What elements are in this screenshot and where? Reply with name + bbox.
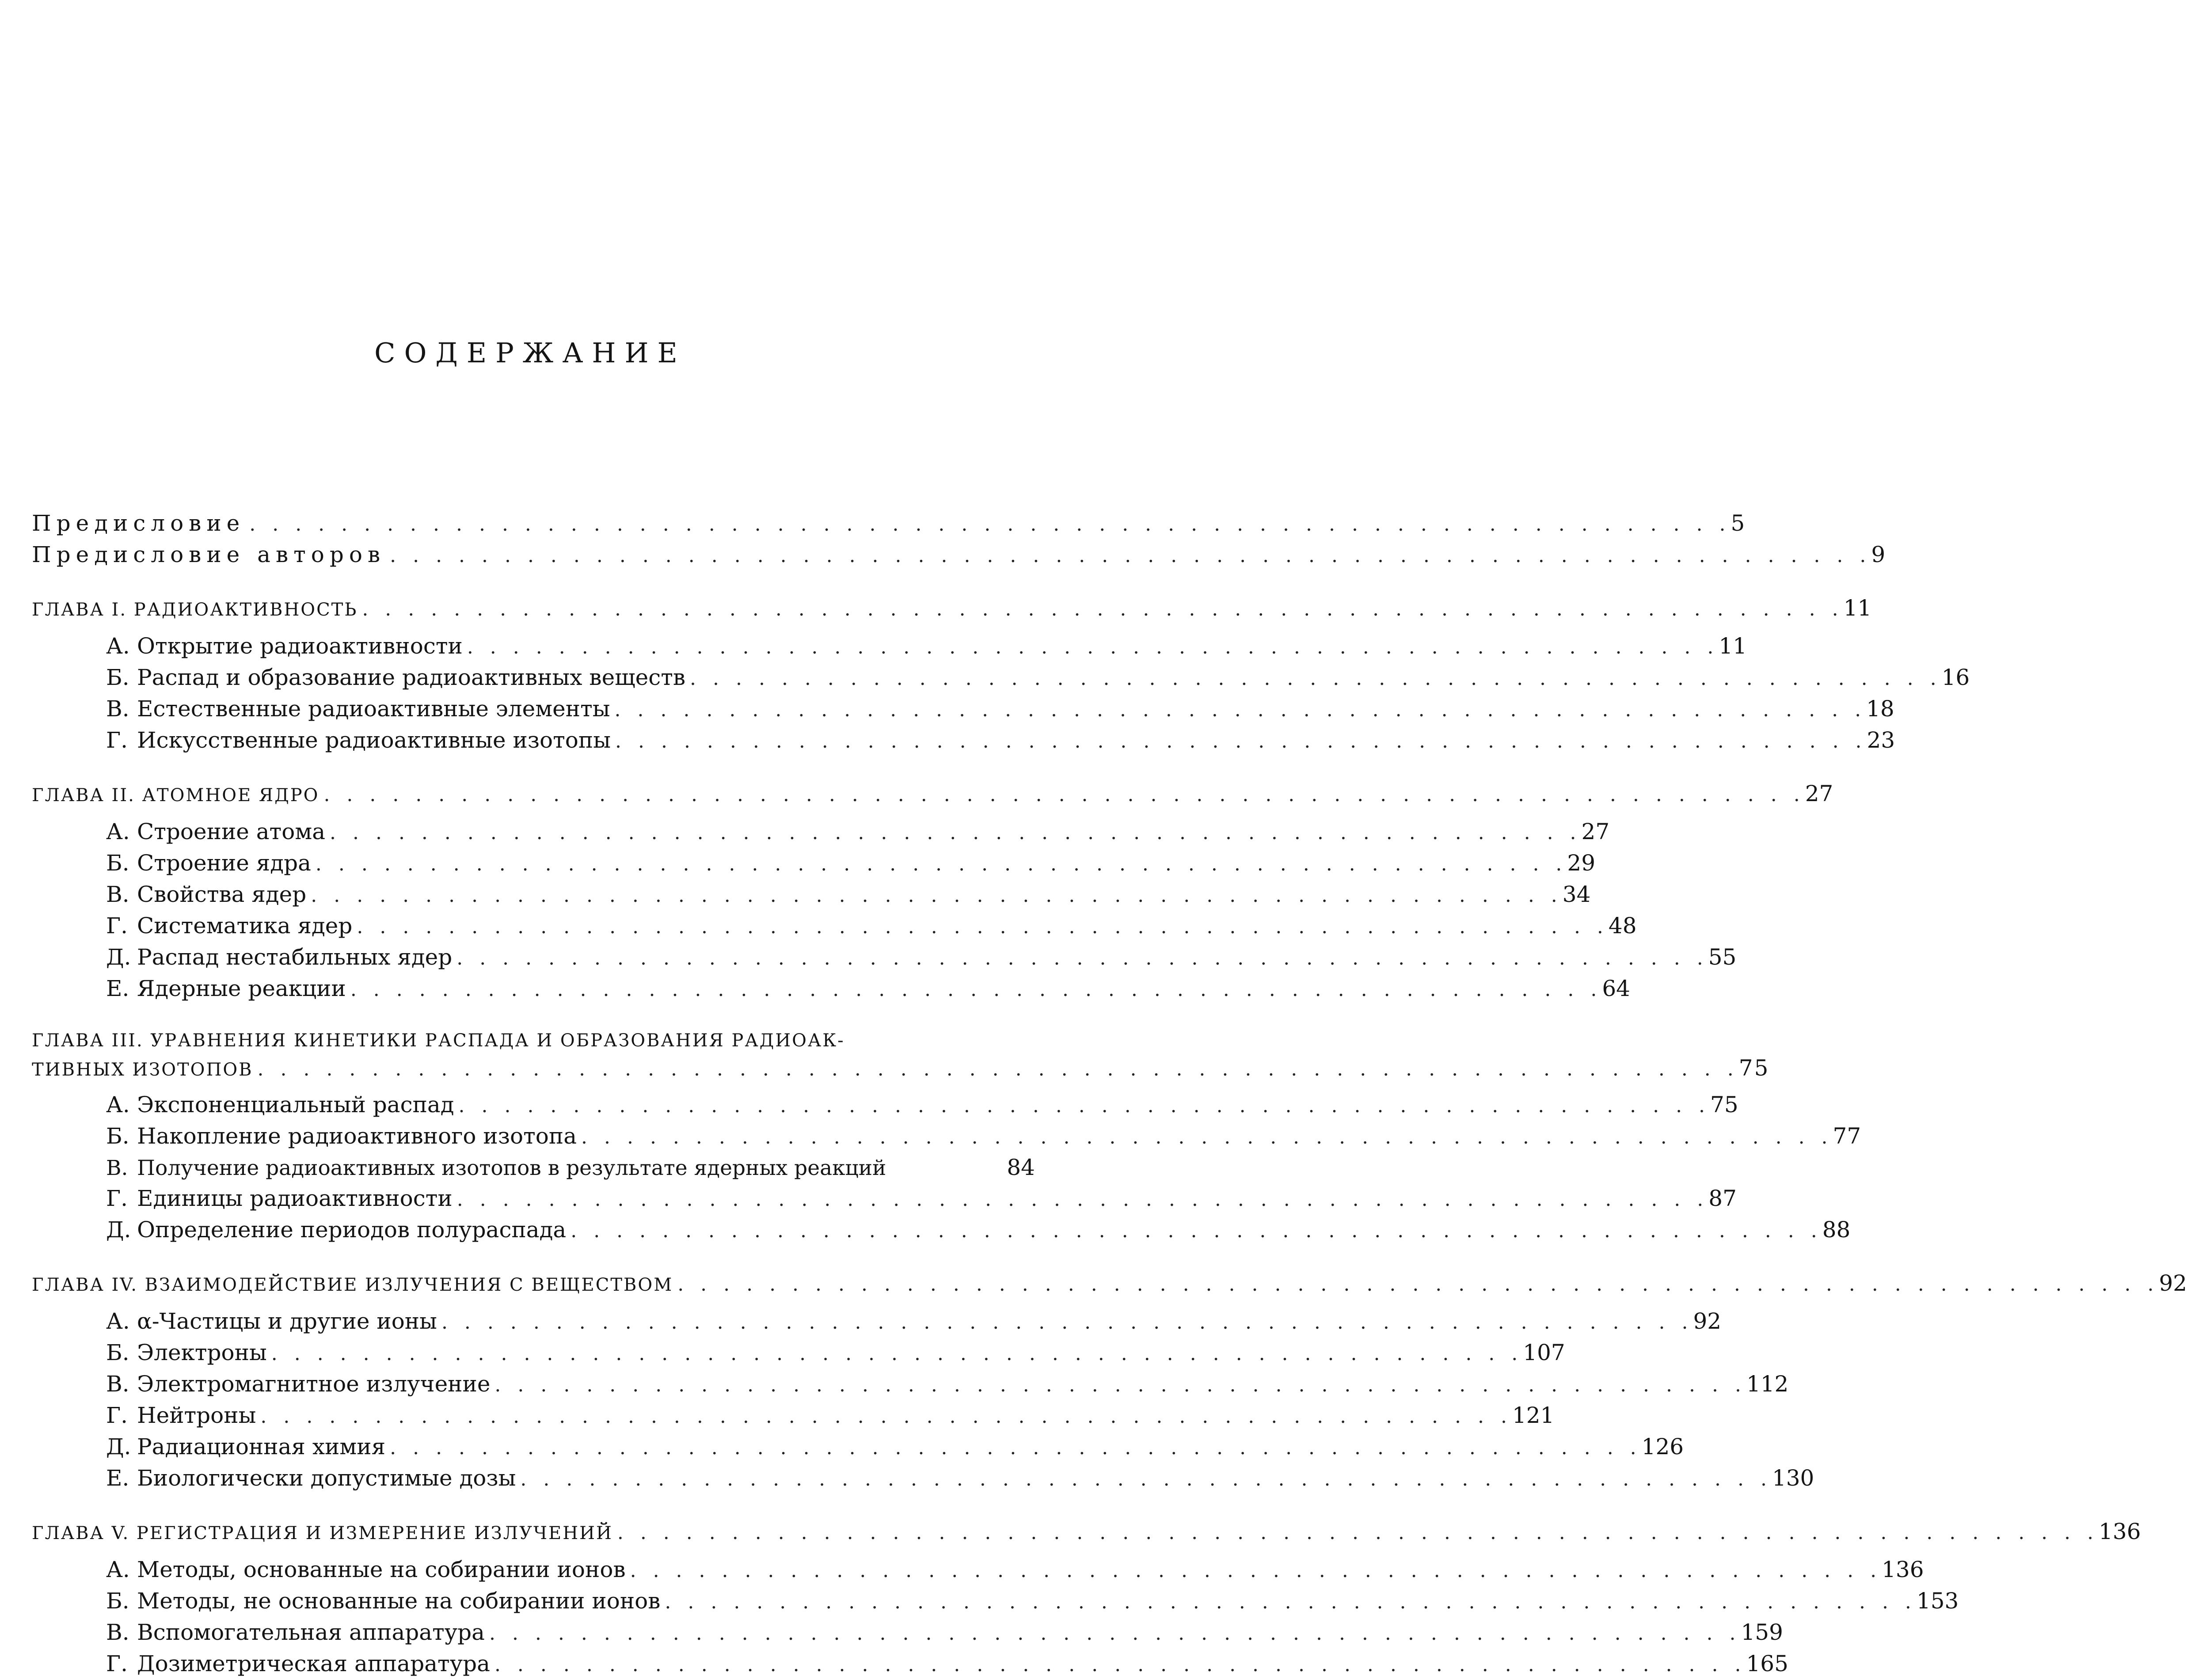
page-number: 75 — [1710, 1092, 1738, 1117]
section-letter: Б. — [106, 1588, 129, 1614]
entry-label — [106, 1555, 630, 1585]
section-letter: Г. — [106, 1651, 128, 1676]
section-title: Экспоненциальный распад — [137, 1092, 454, 1117]
leader-dots: . . . . . . . . . . . . . . . . . . . . . . . . . . . . . . . . . . . . . . . . . . . . . . . . . . . . . . . — [390, 1437, 1642, 1459]
section-letter: В. — [106, 1619, 129, 1645]
toc-section — [32, 1649, 1788, 1680]
leader-dots: . . . . . . . . . . . . . . . . . . . . . . . . . . . . . . . . . . . . . . . . . . . . . . . . . . . . . . . — [494, 1653, 1746, 1676]
toc-section — [32, 1183, 1737, 1215]
toc-section — [32, 1400, 1555, 1432]
chapter-heading — [32, 593, 1872, 625]
leader-dots: . . . . . . . . . . . . . . . . . . . . . . . . . . . . . . . . . . . . . . . . . . . . . . . . . . . . . . . . . . . . . . . . . — [362, 598, 1844, 620]
leader-dots: . . . . . . . . . . . . . . . . . . . . . . . . . . . . . . . . . . . . . . . . . . . . . . . . . . . . . . . — [357, 916, 1609, 938]
toc-section — [32, 1090, 1738, 1121]
entry-label — [106, 879, 311, 909]
page-number: 159 — [1741, 1619, 1783, 1645]
leader-dots: . . . . . . . . . . . . . . . . . . . . . . . . . . . . . . . . . . . . . . . . . . . . . . . . . . . . . . . — [456, 1188, 1709, 1211]
section-letter: Б. — [106, 665, 129, 690]
toc-section — [32, 973, 1630, 1005]
section-title: Единицы радиоактивности — [137, 1186, 453, 1211]
leader-dots: . . . . . . . . . . . . . . . . . . . . . . . . . . . . . . . . . . . . . . . . . . . . . . . . . . . . . . . — [315, 853, 1567, 875]
entry-label — [106, 1183, 457, 1213]
entry-label — [106, 973, 350, 1003]
entry-label — [106, 725, 615, 755]
page-number: 75 — [1738, 1055, 1770, 1081]
chapter-title: ГЛАВА I. РАДИОАКТИВНОСТЬ — [32, 600, 358, 620]
page-number: 92 — [2159, 1270, 2187, 1296]
section-letter: А. — [106, 1557, 130, 1582]
section-title: Биологически допустимые дозы — [137, 1465, 516, 1491]
chapter-title: ГЛАВА V. РЕГИСТРАЦИЯ И ИЗМЕРЕНИЕ ИЗЛУЧЕНИЙ — [32, 1523, 613, 1543]
section-title: Строение ядра — [137, 850, 311, 876]
leader-dots: . . . . . . . . . . . . . . . . . . . . . . . . . . . . . . . . . . . . . . . . . . . . . . . . . . . . . . . — [350, 978, 1602, 1001]
page-title: СОДЕРЖАНИЕ — [374, 337, 686, 369]
section-title: Свойства ядер — [137, 882, 307, 907]
page-number: 136 — [1882, 1557, 1924, 1582]
entry-label — [106, 911, 357, 941]
page-number: 16 — [1941, 665, 1970, 690]
leader-dots: . . . . . . . . . . . . . . . . . . . . . . . . . . . . . . . . . . . . . . . . . . . . . . . . . . . . . . . — [456, 947, 1708, 969]
entry-label — [106, 1090, 459, 1120]
leader-dots: . . . . . . . . . . . . . . . . . . . . . . . . . . . . . . . . . . . . . . . . . . . . . . . . . . . . . . . — [330, 821, 1582, 844]
leader-dots: . . . . . . . . . . . . . . . . . . . . . . . . . . . . . . . . . . . . . . . . . . . . . . . . . . . . . . . — [441, 1311, 1693, 1334]
toc-entry-preface — [32, 508, 1745, 540]
section-title: Распад нестабильных ядер — [137, 944, 453, 970]
chapter-title: ГЛАВА II. АТОМНОЕ ЯДРО — [32, 785, 319, 806]
toc-section — [32, 942, 1737, 973]
page-number: 11 — [1843, 595, 1872, 621]
leader-dots: . . . . . . . . . . . . . . . . . . . . . . . . . . . . . . . . . . . . . . . . . . . . . . . . . . . . . . . . . . . . . . . . . — [249, 513, 1731, 536]
section-letter: Е. — [106, 1465, 129, 1491]
page-number: 165 — [1746, 1651, 1788, 1676]
leader-dots: . . . . . . . . . . . . . . . . . . . . . . . . . . . . . . . . . . . . . . . . . . . . . . . . . . . . . . . — [458, 1095, 1711, 1117]
section-letter: Б. — [106, 1340, 129, 1365]
section-title: Систематика ядер — [137, 913, 353, 939]
section-letter: Д. — [106, 1217, 131, 1243]
toc-section — [32, 911, 1637, 942]
section-letter: Д. — [106, 1434, 131, 1460]
entry-label — [106, 694, 615, 724]
section-title: Строение атома — [137, 819, 326, 844]
section-title: Накопление радиоактивного изотопа — [137, 1123, 577, 1149]
toc-section — [32, 1555, 1924, 1586]
entry-label — [106, 1649, 494, 1679]
leader-dots: . . . . . . . . . . . . . . . . . . . . . . . . . . . . . . . . . . . . . . . . . . . . . . . . . . . . . . . — [520, 1468, 1772, 1490]
toc-section — [32, 631, 1747, 662]
section-letter: Б. — [106, 1123, 129, 1149]
chapter-title: ГЛАВА IV. ВЗАИМОДЕЙСТВИЕ ИЗЛУЧЕНИЯ С ВЕЩЕСТВОМ — [32, 1275, 673, 1295]
section-title: Дозиметрическая аппаратура — [137, 1651, 490, 1676]
toc-section — [32, 1617, 1783, 1649]
entry-label — [106, 1338, 271, 1368]
leader-dots: . . . . . . . . . . . . . . . . . . . . . . . . . . . . . . . . . . . . . . . . . . . . . . . . . . . . . . . — [614, 699, 1867, 721]
toc-section — [32, 1586, 1959, 1617]
leader-dots: . . . . . . . . . . . . . . . . . . . . . . . . . . . . . . . . . . . . . . . . . . . . . . . . . . . . . . . — [630, 1559, 1882, 1582]
leader-dots: . . . . . . . . . . . . . . . . . . . . . . . . . . . . . . . . . . . . . . . . . . . . . . . . . . . . . . . . . . . . . . . . . — [617, 1521, 2099, 1544]
section-title: Методы, основанные на собирании ионов — [137, 1557, 626, 1582]
section-title: Получение радиоактивных изотопов в результате ядерных реакций — [137, 1156, 886, 1180]
entry-label — [106, 1432, 390, 1462]
section-letter: А. — [106, 1092, 130, 1117]
chapter-heading — [32, 1268, 2187, 1300]
page-number: 130 — [1772, 1465, 1814, 1491]
entry-label: Предисловие авторов — [32, 542, 386, 567]
toc-section — [32, 1432, 1684, 1463]
page-number: 23 — [1867, 727, 1895, 753]
page-number: 77 — [1833, 1123, 1861, 1149]
page-number: 84 — [1007, 1155, 1035, 1180]
entry-label — [106, 662, 690, 692]
leader-dots: . . . . . . . . . . . . . . . . . . . . . . . . . . . . . . . . . . . . . . . . . . . . . . . . . . . . . . . . . . . . . . . . . — [323, 783, 1805, 806]
leader-dots: . . . . . . . . . . . . . . . . . . . . . . . . . . . . . . . . . . . . . . . . . . . . . . . . . . . . . . . — [271, 1342, 1523, 1365]
page-number: 27 — [1805, 781, 1833, 806]
page-number: 126 — [1641, 1434, 1684, 1460]
page-number: 87 — [1708, 1186, 1737, 1211]
leader-dots: . . . . . . . . . . . . . . . . . . . . . . . . . . . . . . . . . . . . . . . . . . . . . . . . . . . . . . . — [581, 1126, 1833, 1148]
section-letter: А. — [106, 1308, 130, 1334]
leader-dots: . . . . . . . . . . . . . . . . . . . . . . . . . . . . . . . . . . . . . . . . . . . . . . . . . . . . . . . — [690, 667, 1942, 690]
chapter-title-line-2-row — [32, 1054, 1770, 1083]
leader-dots: . . . . . . . . . . . . . . . . . . . . . . . . . . . . . . . . . . . . . . . . . . . . . . . . . . . . . . . — [489, 1622, 1741, 1645]
toc-section — [32, 1369, 1789, 1400]
entry-label — [106, 1121, 581, 1151]
section-title: Естественные радиоактивные элементы — [137, 696, 610, 722]
page-number: 136 — [2099, 1519, 2141, 1544]
page-number: 121 — [1512, 1403, 1555, 1428]
section-title: Открытие радиоактивности — [137, 633, 463, 659]
leader-dots: . . . . . . . . . . . . . . . . . . . . . . . . . . . . . . . . . . . . . . . . . . . . . . . . . . . . . . . — [665, 1591, 1917, 1613]
section-letter: В. — [106, 696, 129, 722]
leader-dots: . . . . . . . . . . . . . . . . . . . . . . . . . . . . . . . . . . . . . . . . . . . . . . . . . . . . . . . — [494, 1374, 1746, 1396]
leader-dots: . . . . . . . . . . . . . . . . . . . . . . . . . . . . . . . . . . . . . . . . . . . . . . . . . . . . . . . . . . . . . . . . . — [677, 1273, 2159, 1296]
page-number: 18 — [1866, 696, 1894, 722]
entry-label — [106, 1215, 571, 1245]
section-letter: Г. — [106, 913, 128, 939]
section-letter: Е. — [106, 976, 129, 1001]
toc-section — [32, 694, 1894, 725]
entry-label — [106, 631, 467, 661]
toc-section — [32, 1463, 1814, 1494]
section-letter: Г. — [106, 727, 128, 753]
toc-section — [32, 817, 1610, 848]
toc-section — [32, 848, 1596, 879]
leader-dots: . . . . . . . . . . . . . . . . . . . . . . . . . . . . . . . . . . . . . . . . . . . . . . . . . . . . . . . — [311, 884, 1563, 907]
page-number: 9 — [1871, 542, 1886, 567]
entry-label — [106, 1153, 890, 1183]
page-number: 88 — [1822, 1217, 1851, 1243]
leader-dots: . . . . . . . . . . . . . . . . . . . . . . . . . . . . . . . . . . . . . . . . . . . . . . . . . . . . . . . . . . . . . . . . . — [390, 544, 1871, 567]
leader-dots: . . . . . . . . . . . . . . . . . . . . . . . . . . . . . . . . . . . . . . . . . . . . . . . . . . . . . . . . . . . . . . . . . — [257, 1058, 1739, 1080]
section-title: Распад и образование радиоактивных веществ — [137, 665, 686, 690]
page-number: 27 — [1581, 819, 1610, 844]
chapter-heading — [32, 1517, 2141, 1548]
entry-label — [106, 942, 456, 972]
section-letter: В. — [106, 1371, 129, 1397]
section-letter: В. — [106, 882, 129, 907]
toc-section — [32, 662, 1970, 694]
leader-dots: . . . . . . . . . . . . . . . . . . . . . . . . . . . . . . . . . . . . . . . . . . . . . . . . . . . . . . . — [467, 636, 1719, 658]
page-number: 112 — [1746, 1371, 1789, 1397]
toc-section — [32, 879, 1591, 911]
section-letter: А. — [106, 633, 130, 659]
chapter-heading — [32, 779, 1833, 810]
page-number: 48 — [1608, 913, 1637, 939]
page-number: 153 — [1916, 1588, 1959, 1614]
table-of-contents — [32, 508, 2187, 1680]
section-title: Определение периодов полураспада — [137, 1217, 567, 1243]
page-number: 92 — [1693, 1308, 1722, 1334]
entry-label — [106, 848, 316, 878]
section-title: Нейтроны — [137, 1403, 256, 1428]
section-letter: Г. — [106, 1403, 128, 1428]
section-title: Искусственные радиоактивные изотопы — [137, 727, 611, 753]
section-title: Радиационная химия — [137, 1434, 386, 1460]
section-title: Электромагнитное излучение — [137, 1371, 491, 1397]
page-number: 55 — [1708, 944, 1737, 970]
section-letter: Д. — [106, 944, 131, 970]
leader-dots: . . . . . . . . . . . . . . . . . . . . . . . . . . . . . . . . . . . . . . . . . . . . . . . . . . . . . . . — [571, 1220, 1822, 1242]
entry-label — [106, 1463, 520, 1493]
toc-section — [32, 1152, 1035, 1183]
page-number: 107 — [1523, 1340, 1565, 1365]
leader-dots: . . . . . . . . . . . . . . . . . . . . . . . . . . . . . . . . . . . . . . . . . . . . . . . . . . . . . . . — [260, 1405, 1512, 1428]
entry-label — [106, 1400, 260, 1430]
section-title: α-Частицы и другие ионы — [137, 1308, 437, 1334]
toc-entry-authors-preface — [32, 540, 1886, 571]
page-number: 34 — [1562, 882, 1591, 907]
section-title: Ядерные реакции — [137, 976, 346, 1001]
entry-label — [106, 1306, 441, 1336]
toc-section — [32, 1306, 1722, 1338]
toc-section — [32, 725, 1895, 756]
page-number: 29 — [1567, 850, 1596, 876]
section-letter: Г. — [106, 1186, 128, 1211]
toc-section — [32, 1338, 1565, 1369]
chapter-title-line-2: ТИВНЫХ ИЗОТОПОВ — [32, 1060, 253, 1080]
entry-label — [106, 1369, 494, 1399]
leader-dots: . . . . . . . . . . . . . . . . . . . . . . . . . . . . . . . . . . . . . . . . . . . . . . . . . . . . . . . — [615, 730, 1867, 753]
section-letter: А. — [106, 819, 130, 844]
entry-label — [106, 1617, 489, 1647]
section-title: Методы, не основанные на собирании ионов — [137, 1588, 661, 1614]
page-number: 64 — [1602, 976, 1630, 1001]
section-letter: В. — [106, 1156, 128, 1180]
toc-section — [32, 1215, 1851, 1246]
chapter-title-line-1: ГЛАВА III. УРАВНЕНИЯ КИНЕТИКИ РАСПАДА И ОБРАЗОВАНИЯ РАДИОАК- — [32, 1030, 845, 1051]
entry-label — [106, 1586, 665, 1616]
section-title: Вспомогательная аппаратура — [137, 1619, 485, 1645]
entry-label — [106, 817, 330, 847]
entry-label: Предисловие — [32, 510, 245, 536]
page-number: 11 — [1719, 633, 1747, 659]
toc-section — [32, 1121, 1861, 1152]
chapter-heading — [32, 1027, 1770, 1083]
section-letter: Б. — [106, 850, 129, 876]
page-number: 5 — [1731, 510, 1745, 536]
section-title: Электроны — [137, 1340, 267, 1365]
